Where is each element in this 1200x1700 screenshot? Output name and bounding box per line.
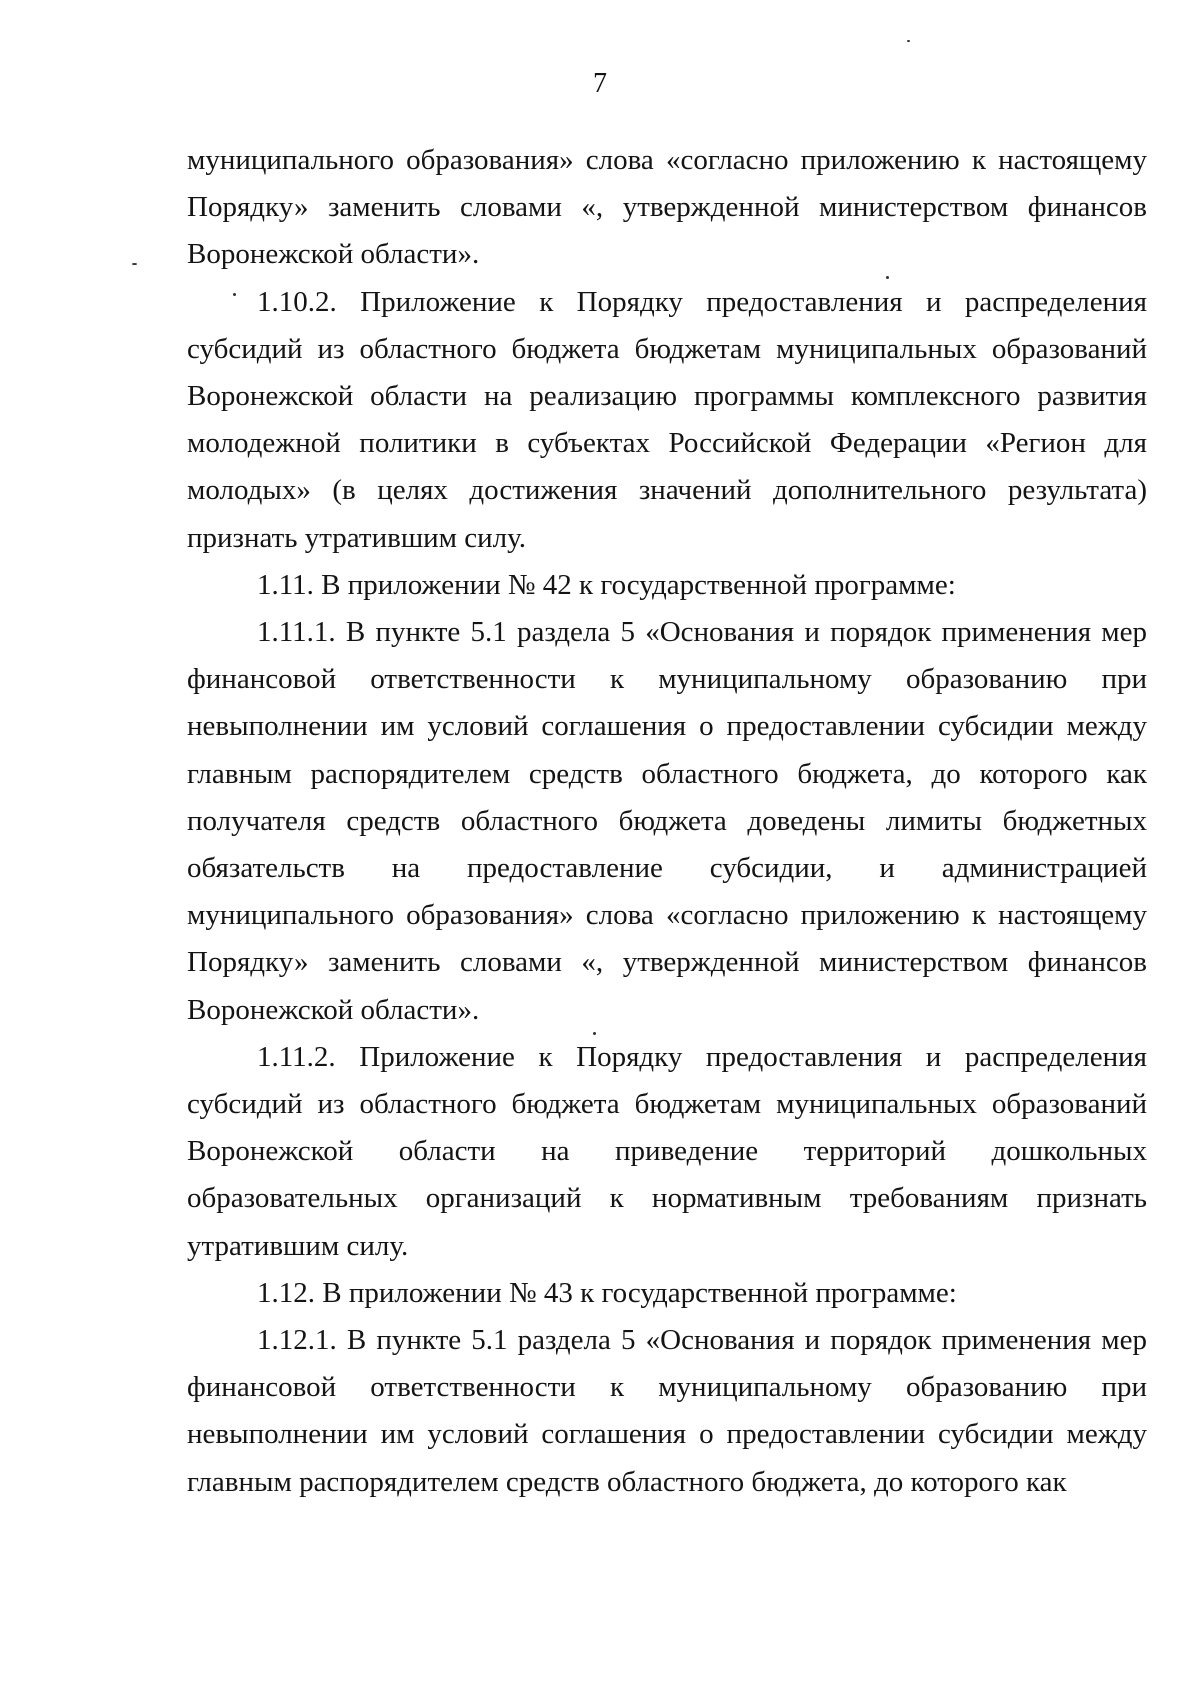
scan-speck [132,263,137,265]
paragraph: 1.10.2. Приложение к Порядку предоставления и распределения субсидий из областного бюджета бюджетам муниципальных образований Воронежской области на реализацию программы комплексного развития молодежной политики в субъектах Российской Федерации «Регион для молодых» (в целях достижения значений дополнительного результата) признать утратившим силу. [187,285,1147,554]
paragraph: 1.12.1. В пункте 5.1 раздела 5 «Основания и порядок применения мер финансовой ответственности к муниципальному образованию при невыполнении им условий соглашения о предоставлении субсидии между главным распорядителем средств областного бюджета, до которого как [187,1324,1147,1498]
paragraph: 1.12. В приложении № 43 к государственной программе: [257,1276,957,1309]
paragraph: 1.11.2. Приложение к Порядку предоставления и распределения субсидий из областного бюджета бюджетам муниципальных образований Воронежской области на приведение территорий дошкольных образовательных организаций к нормативным требованиям признать утратившим силу. [187,1040,1147,1262]
document-body [187,137,1147,1506]
paragraph: муниципального образования» слова «согласно приложению к настоящему Порядку» заменить словами «, утвержденной министерством финансов Воронежской области». [187,144,1147,271]
scan-speck [907,40,910,42]
page-number: 7 [593,68,607,99]
paragraph: 1.11. В приложении № 42 к государственной программе: [257,568,956,601]
paragraph: 1.11.1. В пункте 5.1 раздела 5 «Основания и порядок применения мер финансовой ответственности к муниципальному образованию при невыполнении им условий соглашения о предоставлении субсидии между главным распорядителем средств областного бюджета, до которого как получателя средств областного бюджета доведены лимиты бюджетных обязательств на предоставление субсидии, и администрацией муниципального образования» слова «согласно приложению к настоящему Порядку» заменить словами «, утвержденной министерством финансов Воронежской области». [187,616,1147,1026]
